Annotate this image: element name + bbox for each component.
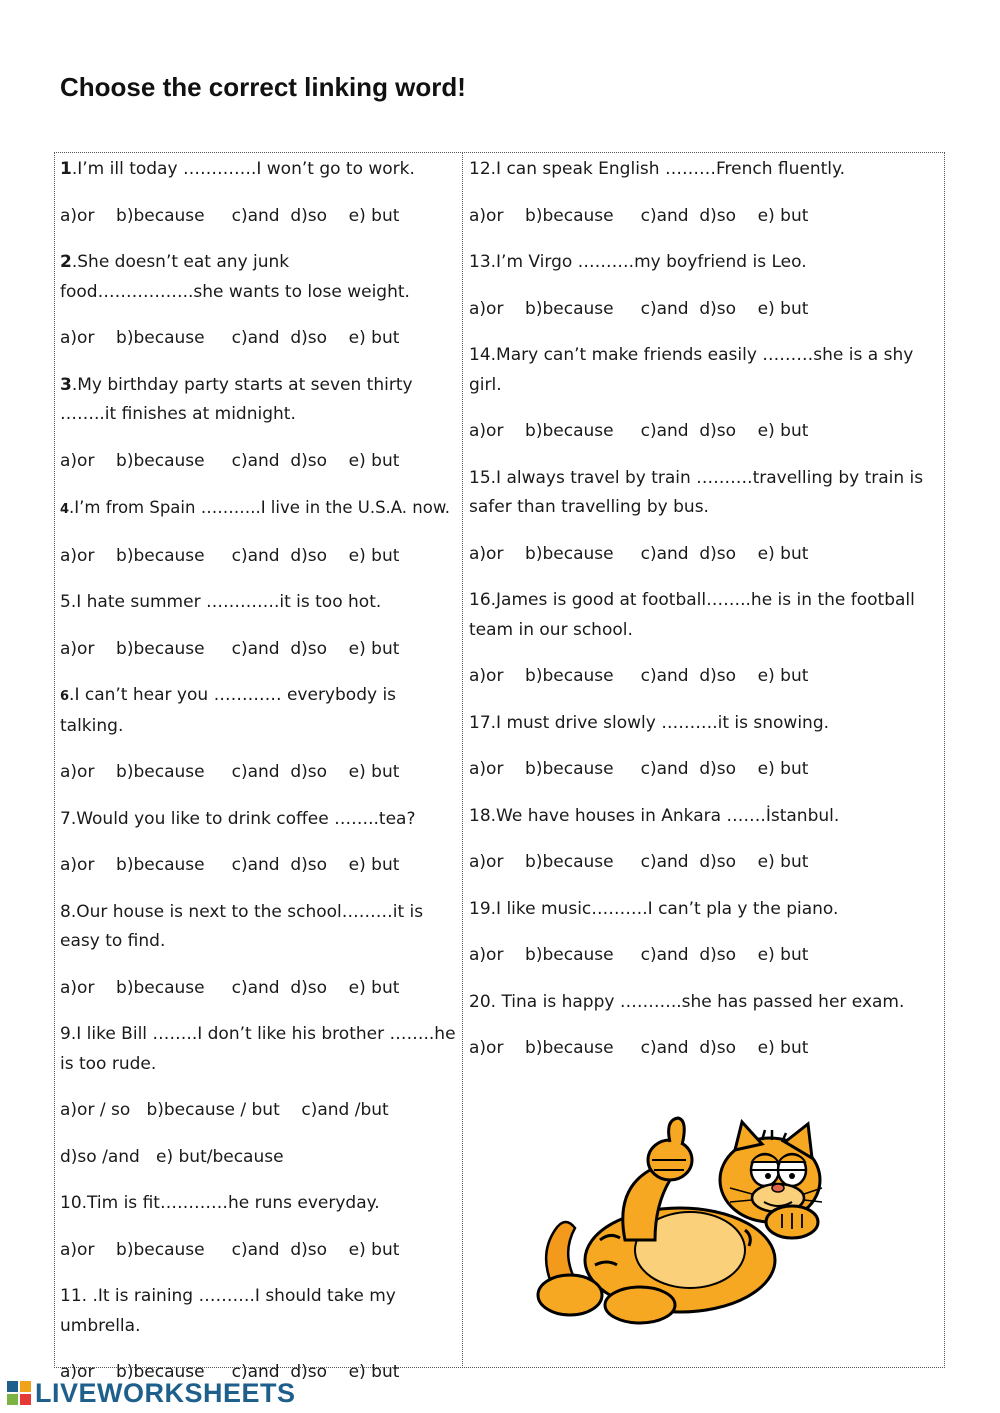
question-20: 20. Tina is happy ………..she has passed her exam. xyxy=(469,991,905,1012)
question-6: 6.I can’t hear you ………… everybody is talking. xyxy=(60,685,397,736)
question-19: 19.I like music……….I can’t pla y the piano. xyxy=(469,898,839,919)
worksheet-title: Choose the correct linking word! xyxy=(60,72,466,102)
right-column xyxy=(469,152,941,1081)
question-17: 17.I must drive slowly ……….it is snowing. xyxy=(469,712,830,733)
answer-options[interactable]: a)or b)because c)and d)so e) but xyxy=(469,759,809,779)
answer-options[interactable]: a)or b)because c)and d)so e) but xyxy=(60,328,400,348)
question-8: 8.Our house is next to the school………it is easy to find. xyxy=(60,901,424,951)
answer-options[interactable]: a)or b)because c)and d)so e) but xyxy=(60,450,400,471)
answer-options-q9-line1[interactable]: a)or / so b)because / but c)and /but xyxy=(60,1100,389,1120)
footer-logo xyxy=(6,1378,296,1408)
answer-options[interactable]: a)or b)because c)and d)so e) but xyxy=(469,298,809,319)
answer-options[interactable]: a)or b)because c)and d)so e) but xyxy=(469,543,809,564)
question-1: 1.I’m ill today ………….I won’t go to work. xyxy=(60,159,415,179)
answer-options[interactable]: a)or b)because c)and d)so e) but xyxy=(469,666,809,686)
answer-options[interactable]: a)or b)because c)and d)so e) but xyxy=(60,545,400,566)
question-3: 3.My birthday party starts at seven thirty ……..it finishes at midnight. xyxy=(60,374,413,424)
answer-options[interactable]: a)or b)because c)and d)so e) but xyxy=(60,205,400,226)
question-18: 18.We have houses in Ankara …….İstanbul. xyxy=(469,805,840,826)
answer-options[interactable]: a)or b)because c)and d)so e) but xyxy=(469,945,809,965)
liveworksheets-brand: LIVEWORKSHEETS xyxy=(35,1377,296,1408)
answer-options[interactable]: a)or b)because c)and d)so e) but xyxy=(469,1038,809,1058)
question-5: 5.I hate summer ………….it is too hot. xyxy=(60,592,382,612)
answer-options[interactable]: a)or b)because c)and d)so e) but xyxy=(469,852,809,872)
question-15: 15.I always travel by train ……….travelling by train is safer than travelling by bus. xyxy=(469,467,924,517)
answer-options[interactable]: a)or b)because c)and d)so e) but xyxy=(60,1239,400,1260)
column-divider xyxy=(462,152,463,1368)
question-10: 10.Tim is fit…………he runs everyday. xyxy=(60,1193,380,1213)
answer-options-q9-line2[interactable]: d)so /and e) but/because xyxy=(60,1146,284,1167)
left-column xyxy=(60,152,458,1405)
question-14: 14.Mary can’t make friends easily ………she is a shy girl. xyxy=(469,345,914,395)
question-7: 7.Would you like to drink coffee ……..tea? xyxy=(60,808,416,829)
question-11: 11. .It is raining ……….I should take my umbrella. xyxy=(60,1286,396,1336)
question-13: 13.I’m Virgo ……….my boyfriend is Leo. xyxy=(469,252,807,272)
answer-options[interactable]: a)or b)because c)and d)so e) but xyxy=(60,977,400,998)
answer-options[interactable]: a)or b)because c)and d)so e) but xyxy=(60,1362,400,1382)
question-12: 12.I can speak English ………French fluently. xyxy=(469,159,846,179)
answer-options[interactable]: a)or b)because c)and d)so e) but xyxy=(469,421,809,441)
question-2: 2.She doesn’t eat any junk food……………..she wants to lose weight. xyxy=(60,252,410,302)
answer-options[interactable]: a)or b)because c)and d)so e) but xyxy=(60,855,400,875)
liveworksheets-logo-icon xyxy=(6,1380,32,1406)
question-4: 4.I’m from Spain ………..I live in the U.S.A. now. xyxy=(60,498,451,517)
answer-options[interactable]: a)or b)because c)and d)so e) but xyxy=(60,638,400,659)
question-9: 9.I like Bill ……..I don’t like his brother ……..he is too rude. xyxy=(60,1024,456,1074)
answer-options[interactable]: a)or b)because c)and d)so e) but xyxy=(469,205,809,226)
answer-options[interactable]: a)or b)because c)and d)so e) but xyxy=(60,762,400,782)
question-16: 16.James is good at football……..he is in the football team in our school. xyxy=(469,590,915,640)
garfield-cat-illustration xyxy=(530,1110,830,1325)
